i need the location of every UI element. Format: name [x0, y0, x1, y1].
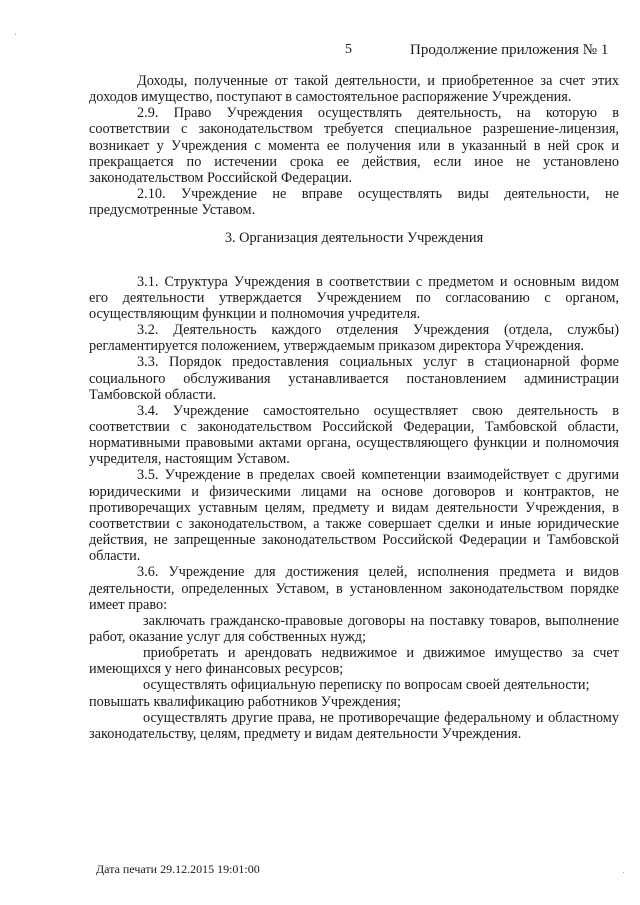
paragraph-2-10: 2.10. Учреждение не вправе осуществлять виды деятельности, не предусмотренные Уставом. [89, 186, 619, 219]
section-title: 3. Организация деятельности Учреждения [224, 230, 484, 247]
paragraph-3-6: 3.6. Учреждение для достижения целей, исполнения предмета и видов деятельности, определенных Уставом, в установленном законодательством порядке имеет право: [89, 564, 619, 613]
right-item: повышать квалификацию работников Учреждения; [89, 693, 401, 710]
paragraph-3-1: 3.1. Структура Учреждения в соответствии с предметом и основным видом его деятельности утверждается Учреждением по согласованию с органом, осуществляющим функции и полномочия учредителя. [89, 273, 619, 322]
paragraph-3-2: 3.2. Деятельность каждого отделения Учреждения (отдела, службы) регламентируется положением, утверждаемым приказом директора Учреждения. [89, 322, 619, 355]
paragraph-3-5: 3.5. Учреждение в пределах своей компетенции взаимодействует с другими юридическими и физическими лицами на основе договоров и контрактов, не противоречащих уставным целям, предмету и видам деятельности Учреждения, в соответствии с законодательством, а также совершает сделки и иные юридические действия, не запрещенные законодательством Российской Федерации и Тамбовской области. [89, 467, 619, 565]
right-item: осуществлять официальную переписку по вопросам своей деятельности; [143, 677, 590, 694]
right-item: осуществлять другие права, не противоречащие федеральному и областному законодательству, целям, предмету и видам деятельности Учреждения. [89, 709, 619, 742]
print-date: Дата печати 29.12.2015 19:01:00 [96, 862, 260, 876]
scan-artifact: · [14, 30, 18, 41]
paragraph-income: Доходы, полученные от такой деятельности, и приобретенное за счет этих доходов имущество, поступают в самостоятельное распоряжение Учреждения. [89, 73, 619, 106]
right-item: приобретать и арендовать недвижимое и движимое имущество за счет имеющихся у него финансовых ресурсов; [89, 645, 619, 678]
document-body [89, 73, 619, 742]
paragraph-2-9: 2.9. Право Учреждения осуществлять деятельность, на которую в соответствии с законодательством требуется специальное разрешение-лицензия, возникает у Учреждения с момента ее получения или в указанный в ней срок и прекращается по истечении срока ее действия, если иное не установлено законодательством Российской Федерации. [89, 105, 619, 186]
page-number: 5 [345, 42, 352, 57]
right-item: заключать гражданско-правовые договоры на поставку товаров, выполнение работ, оказание услуг для собственных нужд; [89, 612, 619, 645]
scan-artifact: · [622, 868, 626, 879]
paragraph-3-3: 3.3. Порядок предоставления социальных услуг в стационарной форме социального обслуживания устанавливается постановлением администрации Тамбовской области. [89, 354, 619, 403]
page-header-title: Продолжение приложения № 1 [410, 42, 609, 58]
paragraph-3-4: 3.4. Учреждение самостоятельно осуществляет свою деятельность в соответствии с законодательством Российской Федерации, Тамбовской области, нормативными правовыми актами органа, осуществляющего функции и полномочия учредителя, настоящим Уставом. [89, 402, 619, 468]
